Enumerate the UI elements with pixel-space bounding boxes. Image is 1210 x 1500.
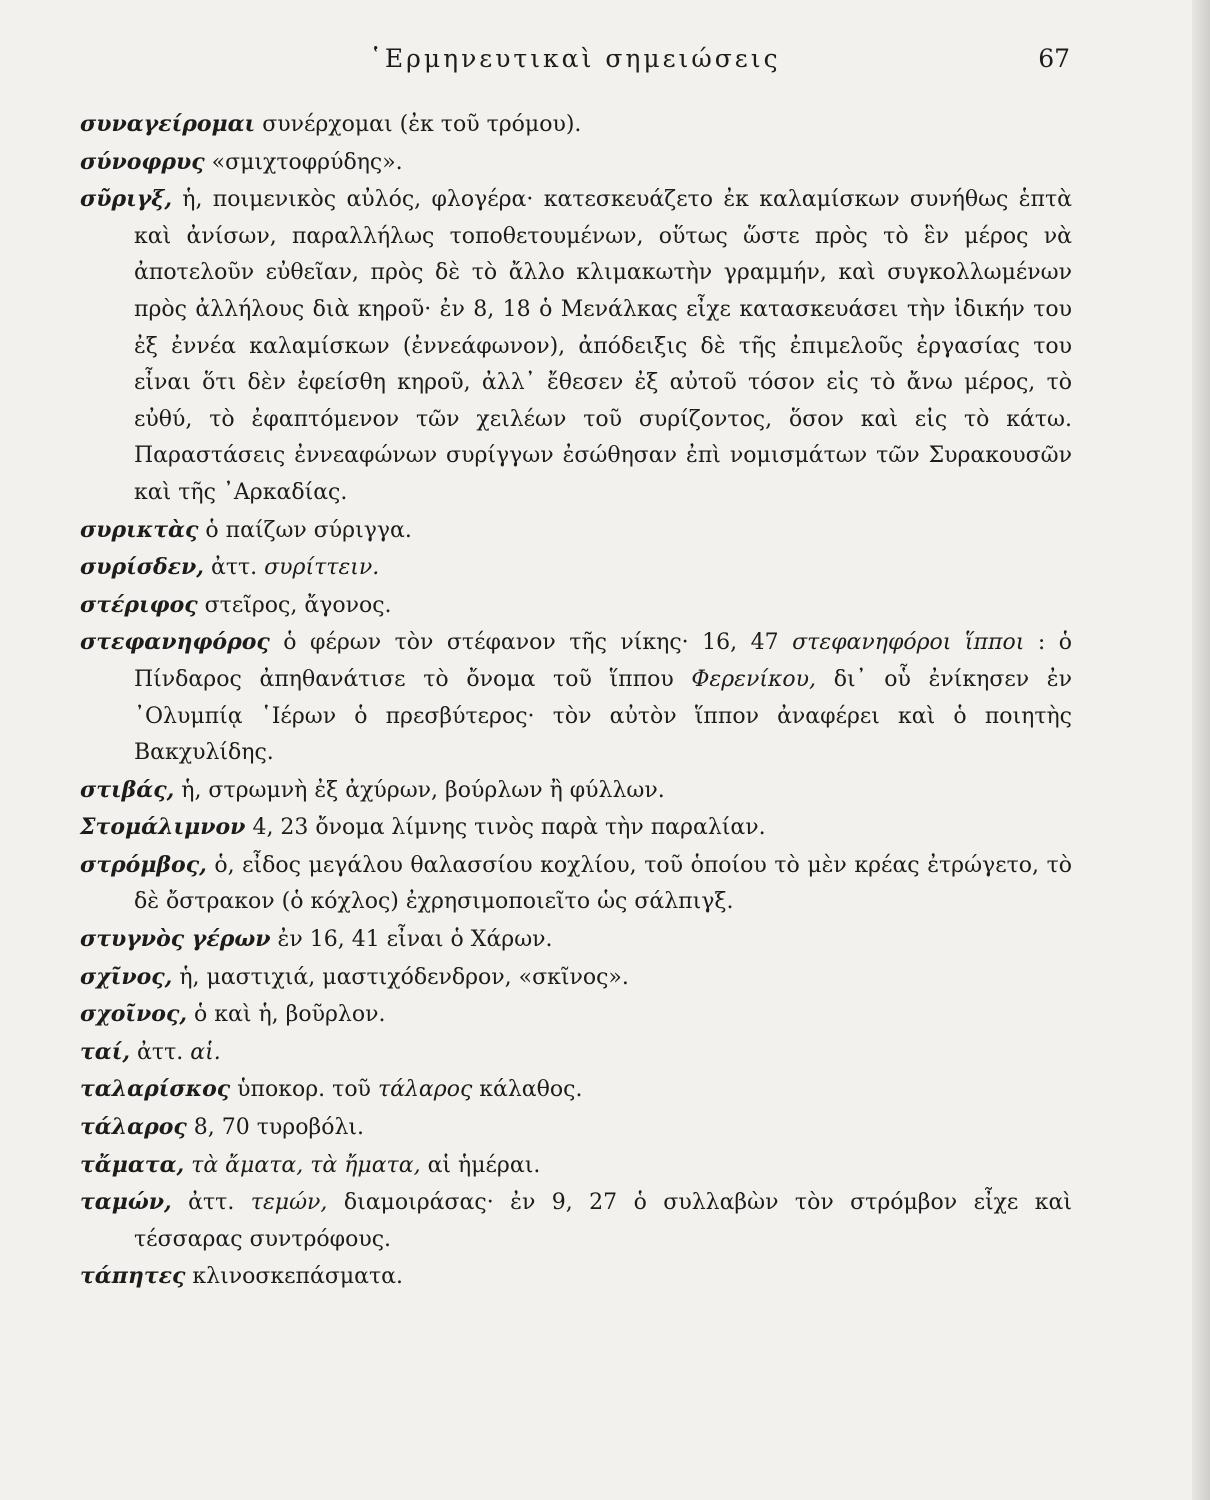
headword: στιβάς, <box>80 776 175 803</box>
glossary-entry <box>80 996 1072 1034</box>
glossary-entry <box>80 959 1072 997</box>
headword: ταμών, <box>80 1189 172 1216</box>
definition: «σμιχτοφρύδης». <box>204 149 403 175</box>
headword: σχοῖνος, <box>80 1001 188 1028</box>
definition: ἀττ. <box>130 1039 191 1065</box>
glossary-entry <box>80 512 1072 550</box>
glossary-entry <box>80 1109 1072 1147</box>
glossary-entry <box>80 106 1072 144</box>
definition: ὁ καὶ ἡ, βοῦρλον. <box>187 1002 386 1028</box>
glossary-entry <box>80 1147 1072 1185</box>
definition-italic: αἱ. <box>190 1039 221 1065</box>
definition: κάλαθος. <box>472 1077 583 1103</box>
glossary-entry <box>80 181 1072 511</box>
definition-italic: Φερενίκου, <box>691 666 817 692</box>
glossary-entry <box>80 1034 1072 1072</box>
definition: ὁ παίζων σύριγγα. <box>198 517 412 543</box>
definition: στεῖρος, ἄγονος. <box>197 592 392 618</box>
headword: σύνοφρυς <box>80 148 205 175</box>
glossary-entry <box>80 144 1072 182</box>
definition: ὁ, εἶδος μεγάλου θαλασσίου κοχλίου, τοῦ ὁποίου τὸ μὲν κρέας ἐτρώγετο, τὸ δὲ ὄστρακον (ὁ κόχλος) ἐχρησιμοποιεῖτο ὡς σάλπιγξ. <box>134 852 1072 915</box>
definition: ὁ φέρων τὸν στέφανον τῆς νίκης· 16, 47 <box>269 630 793 656</box>
glossary-entry <box>80 587 1072 625</box>
definition: αἱ ἡμέραι. <box>420 1152 541 1178</box>
headword: τἄματα, <box>80 1151 185 1178</box>
page-edge <box>1192 0 1210 1500</box>
glossary-entry <box>80 809 1072 847</box>
glossary-entry <box>80 847 1072 921</box>
definition-italic: τὰ ἄματα, τὰ ἤματα, <box>191 1152 421 1178</box>
page-number: 67 <box>1038 44 1070 73</box>
glossary-entry <box>80 921 1072 959</box>
definition: ἐν 16, 41 εἶναι ὁ Χάρων. <box>270 927 553 953</box>
definition: ἀττ. <box>171 1190 251 1216</box>
headword: σῦριγξ, <box>80 186 172 213</box>
definition: 4, 23 ὄνομα λίμνης τινὸς παρὰ τὴν παραλίαν. <box>245 815 766 841</box>
headword: ταί, <box>80 1038 131 1065</box>
headword: συναγείρομαι <box>80 111 256 137</box>
definition: 8, 70 τυροβόλι. <box>186 1115 365 1141</box>
definition: συνέρχομαι (ἐκ τοῦ τρόμου). <box>255 112 582 137</box>
page-header <box>80 44 1070 84</box>
definition-italic: τάλαρος <box>377 1077 473 1103</box>
glossary-entry <box>80 1071 1072 1109</box>
definition: ἡ, ποιμενικὸς αὐλός, φλογέρα· κατεσκευάζετο ἐκ καλαμίσκων συνήθως ἑπτὰ καὶ ἀνίσων, παραλλήλως τοποθετουμένων, οὕτως ὥστε πρὸς τὸ ἓν μέρος νὰ ἀποτελοῦν εὐθεῖαν, πρὸς δὲ τὸ ἄλλο κλιμακωτὴν γραμμήν, καὶ συγκολλωμένων πρὸς ἀλλήλους διὰ κηροῦ· ἐν 8, 18 ὁ Μενάλκας εἶχε κατασκευάσει τὴν ἰδικήν του ἐξ ἐννέα καλαμίσκων (ἐννεάφωνον), ἀπόδειξις δὲ τῆς ἐπιμελοῦς ἐργασίας του εἶναι ὅτι δὲν ἐφείσθη κηροῦ, ἀλλ᾿ ἔθεσεν ἐξ αὐτοῦ τόσον εἰς τὸ ἄνω μέρος, τὸ εὐθύ, τὸ ἐφαπτόμενον τῶν χειλέων τοῦ συρίζοντος, ὅσον καὶ εἰς τὸ κάτω. Παραστάσεις ἐννεαφώνων συρίγγων ἐσώθησαν ἐπὶ νομισμάτων τῶν Συρακουσῶν καὶ τῆς ᾿Αρκαδίας. <box>134 187 1072 505</box>
definition: : ὁ Πίνδαρος ἀπηθανάτισε τὸ ὄνομα τοῦ ἵππου <box>134 630 1072 692</box>
headword: συρίσδεν, <box>80 554 204 581</box>
definition-italic: τεμών, <box>250 1190 328 1216</box>
glossary-entry <box>80 624 1072 771</box>
definition: ἡ, μαστιχιά, μαστιχόδενδρον, «σκῖνος». <box>172 964 629 990</box>
running-head: ῾Ερμηνευτικαὶ σημειώσεις <box>369 44 781 73</box>
definition: ἀττ. <box>203 555 265 581</box>
definition: διαμοιράσας· ἐν 9, 27 ὁ συλλαβὼν τὸν στρόμβον εἶχε καὶ τέσσαρας συντρόφους. <box>134 1190 1072 1252</box>
glossary-body <box>80 106 1072 1296</box>
headword: Στομάλιμνον <box>80 814 246 841</box>
glossary-entry <box>80 1184 1072 1258</box>
headword: στεφανηφόρος <box>80 629 270 656</box>
headword: στέριφος <box>80 591 198 618</box>
headword: συρικτὰς <box>80 516 199 543</box>
glossary-entry <box>80 772 1072 810</box>
definition: κλινοσκεπάσματα. <box>185 1264 404 1290</box>
definition-italic: στεφανηφόροι ἵπποι <box>792 630 1025 656</box>
definition-italic: συρίττειν. <box>264 555 380 581</box>
definition: δι᾿ οὗ ἐνίκησεν ἐν ᾿Ολυμπίᾳ ῾Ιέρων ὁ πρεσβύτερος· τὸν αὐτὸν ἵππον ἀναφέρει καὶ ὁ ποιητὴς Βακχυλίδης. <box>134 666 1072 766</box>
definition: ὑποκορ. τοῦ <box>230 1077 378 1103</box>
headword: τάπητες <box>80 1263 186 1290</box>
glossary-entry <box>80 549 1072 587</box>
headword: στυγνὸς γέρων <box>80 926 271 953</box>
headword: στρόμβος, <box>80 851 207 878</box>
headword: τάλαρος <box>80 1114 187 1141</box>
headword: σχῖνος, <box>80 963 173 990</box>
headword: ταλαρίσκος <box>80 1076 231 1103</box>
glossary-entry <box>80 1258 1072 1296</box>
definition: ἡ, στρωμνὴ ἐξ ἀχύρων, βούρλων ἢ φύλλων. <box>174 777 665 803</box>
